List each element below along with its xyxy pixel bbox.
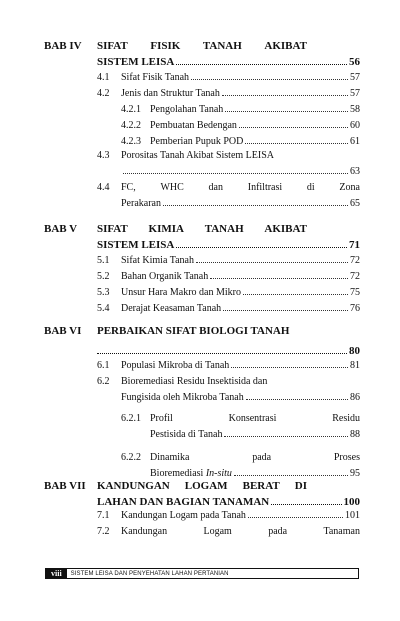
entry-label: Porositas Tanah Akibat Sistem LEISA [121,150,274,161]
page-number: 80 [349,345,360,357]
toc-entry [97,510,360,542]
title-word: SIFAT [97,223,128,235]
leader-dots [223,310,348,311]
toc-subentries [121,104,360,152]
entry-label: Fungisida oleh Mikroba Tanah [121,392,244,403]
entry-label: Pembuatan Bedengan [150,120,237,131]
entry-word: Logam [203,526,232,537]
entry-number: 6.2 [97,376,110,387]
entry-number: 5.3 [97,287,110,298]
title-word: LOGAM [184,480,228,492]
leader-dots [222,95,348,96]
page-number: 56 [349,56,360,68]
title-line: PERBAIKAN SIFAT BIOLOGI TANAH [97,325,290,337]
toc-entry [97,72,360,104]
chapter-number: BAB VII [44,480,86,492]
leader-dots [239,127,348,128]
entry-number: 4.2.3 [121,136,141,147]
title-word: AKIBAT [264,223,307,235]
entry-number: 6.2.1 [121,413,141,424]
entry-label: Bahan Organik Tanah [121,271,209,282]
chapter-page-line [97,345,360,361]
page-number: 63 [350,166,360,177]
entry-word: WHC [160,182,184,193]
page-number: 72 [350,271,360,282]
chapter-number: BAB IV [44,40,82,52]
leader-dots [191,79,348,80]
entry-label: Bioremediasi Residu Insektisida dan [121,376,268,387]
page-number: 86 [350,392,360,403]
leader-dots [97,353,347,354]
leader-dots [224,436,348,437]
chapter-number: BAB V [44,223,78,235]
leader-dots [271,504,341,505]
chapter-title [97,325,360,341]
entry-number: 7.1 [97,510,110,521]
entry-word: Proses [333,452,360,463]
title-word: DI [294,480,307,492]
title-word: AKIBAT [264,40,307,52]
entry-word: Tanaman [323,526,360,537]
entry-number: 6.1 [97,360,110,371]
entry-number: 6.2.2 [121,452,141,463]
leader-dots [176,247,347,248]
title-word: TANAH [202,40,242,52]
entry-label: Pestisida di Tanah [150,429,223,440]
page-number: 101 [345,510,360,521]
entry-number: 7.2 [97,526,110,537]
leader-dots [210,278,348,279]
title-word: KIMIA [148,223,184,235]
page-number: 88 [350,429,360,440]
leader-dots [196,262,348,263]
entry-label: Bioremediasi [150,468,204,479]
chapter-title [97,480,360,512]
entry-label: Sifat Kimia Tanah [121,255,194,266]
entry-word: Profil [150,413,173,424]
entry-word: FC, [121,182,136,193]
entry-number: 4.2.1 [121,104,141,115]
entry-word: Kandungan [121,526,168,537]
leader-dots [123,173,348,174]
title-word: FISIK [150,40,181,52]
entry-word: pada [252,452,272,463]
footer-page-number: viii [46,569,67,578]
leader-dots [163,205,348,206]
page-number: 81 [350,360,360,371]
toc-entry [97,150,360,182]
leader-dots [231,367,348,368]
footer-book-title: SISTEM LEISA DAN PENYEHATAN LAHAN PERTANIAN [70,570,229,577]
entry-word: dan [208,182,223,193]
page-number: 72 [350,255,360,266]
page-number: 60 [350,120,360,131]
entry-word: di [306,182,315,193]
entry-word: Konsentrasi [228,413,277,424]
entry-number: 5.1 [97,255,110,266]
title-word: SIFAT [97,40,128,52]
entry-label-italic: In-situ [205,468,232,479]
page-number: 95 [350,468,360,479]
entry-number: 4.2 [97,88,110,99]
page-number: 76 [350,303,360,314]
toc-entry [97,360,360,408]
entry-label: Pemberian Pupuk POD [150,136,244,147]
entry-label: Sifat Fisik Tanah [121,72,190,83]
entry-number: 4.3 [97,150,110,161]
chapter-title [97,223,360,255]
entry-label: Perakaran [121,198,161,209]
entry-label: Derajat Keasaman Tanah [121,303,222,314]
entry-label: Populasi Mikroba di Tanah [121,360,230,371]
entry-number: 4.1 [97,72,110,83]
page-number: 58 [350,104,360,115]
entry-number: 4.2.2 [121,120,141,131]
page-number: 61 [350,136,360,147]
entry-number: 5.4 [97,303,110,314]
entry-word: Dinamika [150,452,190,463]
page-number: 57 [350,72,360,83]
entry-number: 4.4 [97,182,110,193]
leader-dots [246,399,348,400]
entry-label: Unsur Hara Makro dan Mikro [121,287,241,298]
page-footer [45,568,359,579]
entry-word: Residu [332,413,360,424]
leader-dots [245,143,348,144]
toc-entry [97,182,360,214]
chapter-number: BAB VI [44,325,82,337]
page-number: 57 [350,88,360,99]
entry-number: 5.2 [97,271,110,282]
entry-word: pada [268,526,288,537]
title-word: TANAH [204,223,244,235]
page-number: 71 [349,239,360,251]
leader-dots [176,64,347,65]
leader-dots [248,517,343,518]
page-number: 75 [350,287,360,298]
entry-label: Jenis dan Struktur Tanah [121,88,220,99]
leader-dots [234,475,348,476]
title-word: BERAT [242,480,280,492]
leader-dots [225,111,348,112]
title-line: SISTEM LEISA [97,56,175,68]
page-number: 100 [343,496,360,508]
leader-dots [243,294,348,295]
entry-label: Pengolahan Tanah [150,104,224,115]
title-word: KANDUNGAN [97,480,170,492]
entry-word: Zona [339,182,360,193]
title-line: LAHAN DAN BAGIAN TANAMAN [97,496,270,508]
chapter-title [97,40,360,72]
title-line: SISTEM LEISA [97,239,175,251]
toc-entry [97,255,360,319]
entry-label: Kandungan Logam pada Tanah [121,510,246,521]
entry-word: Infiltrasi [247,182,283,193]
toc-subentries [121,413,360,445]
page-number: 65 [350,198,360,209]
